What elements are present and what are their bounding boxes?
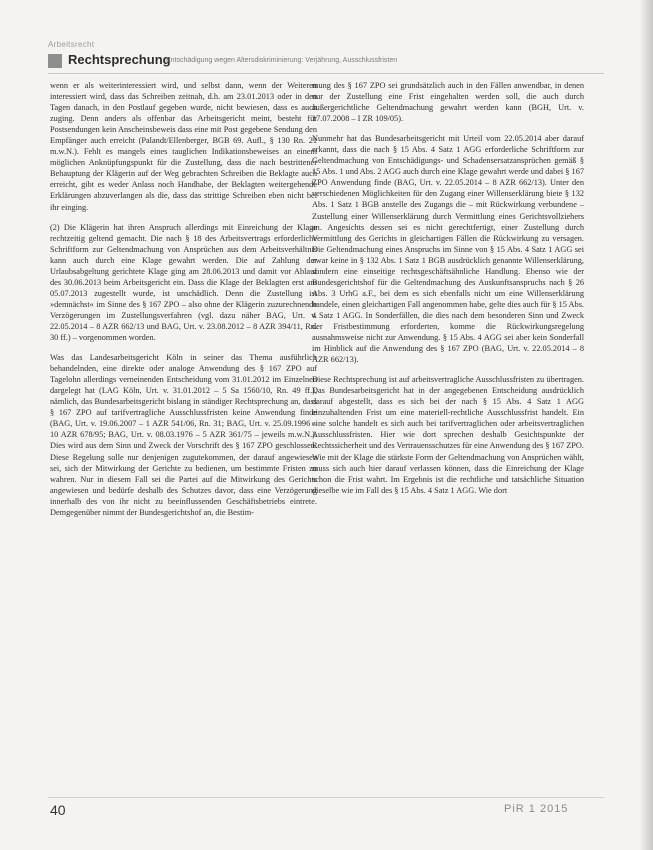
page-edge-shadow [639, 0, 653, 850]
page-number: 40 [50, 802, 66, 818]
page-title: Rechtsprechung [68, 52, 171, 67]
paragraph: Diese Rechtsprechung ist auf arbeitsvertragliche Ausschlussfristen zu übertragen. Das Bundesarbeitsgericht hat in der angegebenen Entscheidung ausdrücklich darauf abgestellt, dass es sich bei der nach § 15 Abs. 4 Satz 1 AGG einzuhaltenden Frist um eine materiell-rechtliche Ausschlussfrist handelt. Ein eine solche handelt es sich auch bei tarifvertraglichen oder arbeitsvertraglichen Ausschlussfristen. Hier wie dort sprechen deshalb Gesichtspunkte der Rechtssicherheit und des Vertrauensschutzes für eine Anwendung des § 167 ZPO. Wie mit der Klage die stärkste Form der Geltendmachung von Ansprüchen wählt, muss sich auch hier darauf verlassen können, dass die Einreichung der Klage schon die Frist wahrt. Im Ergebnis ist die rechtliche und tatsächliche Situation dieselbe wie im Fall des § 15 Abs. 4 Satz 1 AGG. Wie dort [312, 375, 584, 495]
paragraph: (2) Die Klägerin hat ihren Anspruch allerdings mit Einreichung der Klage rechtzeitig geltend gemacht. Die nach § 18 des Arbeitsvertrags erforderliche Schriftform zur Geltendmachung von Ansprüchen aus dem Arbeitsverhältnis kann auch durch eine Klage gewahrt werden. Die auf Zahlung der Urlaubsabgeltung gerichtete Klage ging am 28.06.2013 und damit vor Ablauf des 30.06.2013 beim Arbeitsgericht ein. Dass die Klage der Beklagten erst am 05.07.2013 zugestellt wurde, ist unschädlich. Denn die Zustellung ist »demnächst« im Sinne des § 167 ZPO – also ohne der Klägerin zuzurechnende Verzögerungen im Zustellungsverfahren (vgl. dazu näher BAG, Urt. v. 22.05.2014 – 8 AZR 662/13 und BAG, Urt. v. 23.08.2012 – 8 AZR 394/11, Rn. 30 ff.) – vorgenommen worden. [50, 222, 317, 343]
journal-issue: PiR 1 2015 [504, 803, 569, 815]
paragraph: wenn er als weiterinteressiert wird, und selbst dann, wenn der Weiteren interessiert wird, dass das Schreiben zeitnah, d.h. am 23.01.2013 oder in den Tagen danach, in den Postlauf gegeben wurde, nicht bewiesen, dass es auch zuging. Denn anders als offenbar das Arbeitsgericht meint, besteht für Postsendungen kein Anscheinsbeweis dass eine mit Post gegebene Sendung den Empfänger auch erreicht (Palandt/Ellenberger, BGB 69. Aufl., § 130 Rn. 21 m.w.N.). Fehlt es mangels eines tauglichen Indikationsbeweises an einem möglichen Anknüpfungspunkt für die Zustellung, dass die nach bestrittener Behauptung der Klägerin auf der Weg gebrachten Schreiben die Beklagte auch erreicht, gibt es weder Anlass noch Handhabe, der Beklagten weitergehende Erklärungen abzuverlangen als die, dass das strittige Schreiben eben nicht bei ihr einging. [50, 81, 317, 212]
left-column [50, 80, 317, 527]
header-divider [48, 73, 604, 74]
page-subtitle: Entschädigung wegen Altersdiskriminierung: Verjährung, Ausschlussfristen [166, 57, 398, 64]
paragraph: Nunmehr hat das Bundesarbeitsgericht mit Urteil vom 22.05.2014 aber darauf erkannt, dass die nach § 15 Abs. 4 Satz 1 AGG erforderliche Schriftform zur Geltendmachung von Entschädigungs- und Schadensersatzansprüchen gemäß § 15 Abs. 1 und Abs. 2 AGG auch durch eine Klage gewahrt werde und dabei § 167 ZPO Anwendung finde (BAG, Urt. v. 22.05.2014 – 8 AZR 662/13). Unter den verschiedenen Möglichkeiten für den Zugang einer Willenserklärung biete § 132 Abs. 1 Satz 1 BGB anstelle des Zugangs die – mit Rückwirkung verbundene – Zustellung einer Willenserklärung durch Vermittlung eines Gerichtsvollziehers an. Angesichts dessen sei es nicht gerechtfertigt, einer Zustellung durch Vermittlung des Gerichts in gleichartigen Fällen die Rückwirkung zu versagen. Die Geltendmachung eines Anspruchs im Sinne von § 15 Abs. 4 Satz 1 AGG sei zwar keine in § 132 Abs. 1 Satz 1 BGB ausdrücklich genannte Willenserklärung, sondern eine einseitige rechtsgeschäftsähnliche Handlung. Ebenso wie der Bundesgerichtshof für die Geltendmachung des Auskunftsanspruchs nach § 26 Abs. 3 UrhG a.F., bei dem es sich ebenfalls nicht um eine Willenserklärung handele, einen gleichartigen Fall angenommen habe, gelte dies auch für § 15 Abs. 4 Satz 1 AGG. In Sonderfällen, die dies nach dem besonderen Sinn und Zweck der Fristbestimmung erforderten, komme die Rückwirkungsregelung ausnahmsweise nicht zur Anwendung. § 15 Abs. 4 AGG sei aber kein Sonderfall im Hinblick auf die Anwendung des § 167 ZPO (BAG, Urt. v. 22.05.2014 – 8 AZR 662/13). [312, 134, 584, 365]
section-label: Arbeitsrecht [48, 40, 95, 49]
footer-divider [48, 797, 604, 798]
paragraph: mung des § 167 ZPO sei grundsätzlich auch in den Fällen anwendbar, in denen nur der Zustellung eine Frist eingehalten werden soll, die auch durch außergerichtliche Geltendmachung gewahrt werden kann (BGH, Urt. v. 17.07.2008 – I ZR 109/05). [312, 81, 584, 124]
paragraph: Was das Landesarbeitsgericht Köln in seiner das Thema ausführlich behandelnden, eine direkte oder analoge Anwendung des § 167 ZPO auf Tagelohn allerdings verneinenden Entscheidung vom 31.01.2012 im Einzelnen dargelegt hat (LAG Köln, Urt. v. 31.01.2012 – 5 Sa 1560/10, Rn. 49 ff.), nämlich, das Bundesarbeitsgericht bislang in ständiger Rechtsprechung an, dass § 167 ZPO auf tarifvertragliche Ausschlussfristen keine Anwendung finde (BAG, Urt. v. 19.06.2007 – 1 AZR 541/06, Rn. 31; BAG, Urt. v. 25.09.1996 – 10 AZR 678/95; BAG, Urt. v. 08.03.1976 – 5 AZR 361/75 – jeweils m.w.N.). Dies wird aus dem Sinn und Zweck der Vorschrift des § 167 ZPO geschlossen. Diese Regelung solle nur denjenigen zugutekommen, der darauf angewiesen sei, sich der Mitwirkung der Gerichte zu bedienen, um bestimmte Fristen zu wahren. Nur in diesem Fall sei die Partei auf die Mitwirkung des Gerichts angewiesen und bedürfe deshalb des Schutzes davor, dass eine Verzögerung innerhalb des von ihr nicht zu beeinflussenden Geschäftsbetriebs eintrete. Demgegenüber nimmt der Bundesgerichtshof an, die Bestim- [50, 353, 317, 517]
right-column [312, 80, 584, 505]
header-marker [48, 54, 62, 68]
